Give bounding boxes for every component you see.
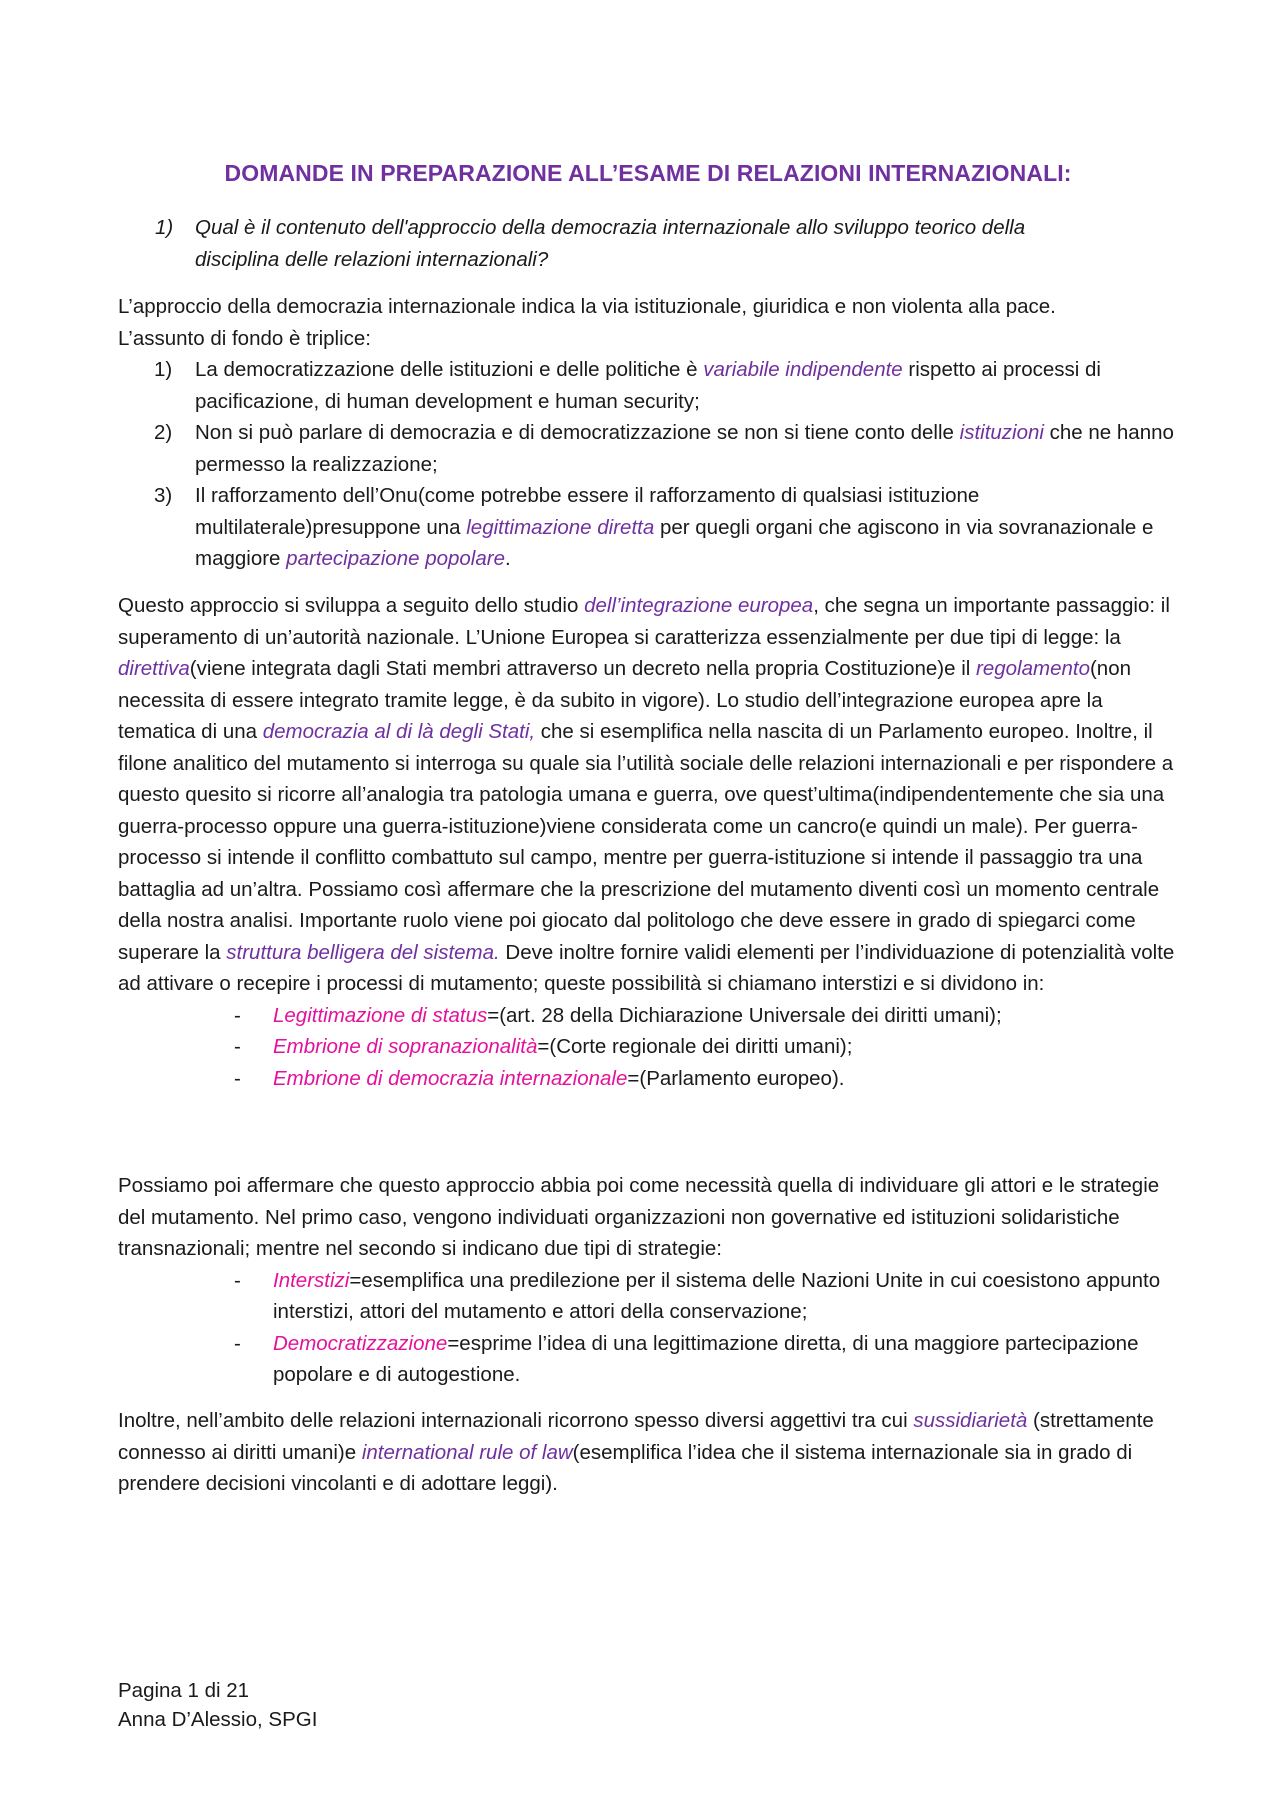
- highlight-term: Interstizi: [273, 1268, 350, 1292]
- highlight-term: democrazia al di là degli Stati,: [262, 720, 536, 743]
- page-footer: [118, 1676, 317, 1734]
- list-text: che ne hanno permesso la realizzazione;: [195, 421, 1174, 476]
- list-number: 1): [154, 358, 173, 381]
- list-item: [118, 417, 1178, 480]
- dash-bullet: -: [234, 1003, 241, 1027]
- paragraph-text: (non necessita di essere integrato tramite legge, è da subito in vigore). Lo studio dell’integrazione europea apre la tematica di una: [118, 657, 1132, 743]
- paragraph-text: (esemplifica l’idea che il sistema internazionale sia in grado di prendere decisioni vincolanti e di adottare leggi).: [118, 1440, 1133, 1495]
- page-title: DOMANDE IN PREPARAZIONE ALL’ESAME DI RELAZIONI INTERNAZIONALI:: [224, 160, 1072, 186]
- highlight-term: Embrione di democrazia internazionale: [273, 1066, 628, 1090]
- list-text: La democratizzazione delle istituzioni e delle politiche è: [195, 358, 704, 381]
- paragraph-text: Possiamo poi affermare che questo approccio abbia poi come necessità quella di individuare gli attori e le strategie del mutamento. Nel primo caso, vengono individuati organizzazioni non governative ed istituzioni solidaristiche transnazionali; mentre nel secondo si indicano due tipi di strategie:: [118, 1174, 1160, 1260]
- highlight-term: dell’integrazione europea: [584, 594, 814, 617]
- paragraph-text: Inoltre, nell’ambito delle relazioni internazionali ricorrono spesso diversi aggettivi tra cui: [118, 1409, 914, 1432]
- list-text: =esprime l’idea di una legittimazione diretta, di una maggiore partecipazione popolare e di autogestione.: [273, 1331, 1139, 1386]
- strategie-list: [118, 1265, 1178, 1391]
- list-item: [118, 354, 1178, 417]
- intro-block: [118, 291, 1178, 575]
- dash-bullet: -: [234, 1268, 241, 1292]
- list-text: =(art. 28 della Dichiarazione Universale dei diritti umani);: [487, 1003, 1002, 1027]
- highlight-term: sussidiarietà: [913, 1409, 1028, 1432]
- paragraph-text: che si esemplifica nella nascita di un Parlamento europeo. Inoltre, il filone analitico del mutamento si interroga su quale sia l’utilità sociale delle relazioni internazionali e per rispondere a questo quesito si ricorre all’analogia tra patologia umana e guerra, ove quest’ultima(indipendentemente che sia una guerra-processo oppure una guerra-istituzione)viene considerata come un cancro(e quindi un male). Per guerra-processo si intende il conflitto combattuto sul campo, mentre per guerra-istituzione si intende il passaggio tra una battaglia ad un’altra. Possiamo così affermare che la prescrizione del mutamento diventi così un momento centrale della nostra analisi. Importante ruolo viene poi giocato dal politologo che deve essere in grado di spiegarci come superare la: [118, 720, 1174, 964]
- highlight-term: international rule of law: [361, 1440, 573, 1464]
- paragraph-2: [118, 1170, 1178, 1391]
- list-item: [118, 1063, 1178, 1095]
- list-text: per quegli organi che agiscono in via sovranazionale e maggiore: [195, 515, 1154, 570]
- list-item: [118, 480, 1178, 575]
- paragraph-text: (strettamente connesso ai diritti umani)e: [118, 1409, 1154, 1464]
- paragraph-text: , che segna un importante passaggio: il superamento di un’autorità nazionale. L’Unione Europea si caratterizza essenzialmente per due tipi di legge: la: [118, 594, 1170, 649]
- question-1: [155, 212, 1115, 275]
- dash-bullet: -: [234, 1331, 241, 1355]
- paragraph-1: [118, 590, 1178, 1094]
- dash-bullet: -: [234, 1035, 241, 1058]
- intro-line-2: L’assunto di fondo è triplice:: [118, 326, 371, 350]
- list-text: Non si può parlare di democrazia e di democratizzazione se non si tiene conto delle: [195, 421, 960, 444]
- paragraph-text: Questo approccio si sviluppa a seguito dello studio: [118, 594, 585, 617]
- highlight-term: istituzioni: [959, 421, 1044, 444]
- list-text: =(Parlamento europeo).: [627, 1066, 845, 1090]
- list-number: 3): [154, 484, 173, 507]
- highlight-term: Embrione di sopranazionalità: [273, 1035, 538, 1058]
- list-text: .: [505, 547, 511, 570]
- list-item: [118, 1031, 1178, 1063]
- intro-line-1: L’approccio della democrazia internazionale indica la via istituzionale, giuridica e non violenta alla pace.: [118, 295, 1056, 318]
- paragraph-text: (viene integrata dagli Stati membri attraverso un decreto nella propria Costituzione)e il: [189, 657, 977, 680]
- list-text: =esemplifica una predilezione per il sistema delle Nazioni Unite in cui coesistono appunto interstizi, attori del mutamento e attori della conservazione;: [273, 1268, 1161, 1323]
- highlight-term: regolamento: [976, 657, 1090, 680]
- highlight-term: Legittimazione di status: [273, 1003, 488, 1027]
- list-text: rispetto ai processi di pacificazione, di human development e human security;: [195, 358, 1101, 413]
- dash-bullet: -: [234, 1066, 241, 1090]
- page-number: Pagina 1 di 21: [118, 1679, 250, 1702]
- author-line: Anna D’Alessio, SPGI: [118, 1708, 318, 1731]
- highlight-term: struttura belligera del sistema.: [226, 940, 500, 964]
- highlight-term: partecipazione popolare: [286, 547, 505, 570]
- interstizi-list: [118, 1000, 1178, 1095]
- question-number: 1): [155, 216, 174, 239]
- highlight-term: Democratizzazione: [273, 1331, 448, 1355]
- assumptions-list: [118, 354, 1178, 575]
- list-number: 2): [154, 421, 173, 444]
- question-text: Qual è il contenuto dell'approccio della democrazia internazionale allo sviluppo teorico della disciplina delle relazioni internazionali?: [195, 216, 1026, 271]
- list-text: Il rafforzamento dell’Onu(come potrebbe essere il rafforzamento di qualsiasi istituzione multilaterale)presuppone una: [195, 484, 980, 539]
- highlight-term: legittimazione diretta: [466, 515, 655, 539]
- list-item: [118, 1000, 1178, 1032]
- list-item: [118, 1328, 1178, 1391]
- list-text: =(Corte regionale dei diritti umani);: [537, 1035, 853, 1058]
- highlight-term: variabile indipendente: [703, 358, 903, 381]
- paragraph-text: Deve inoltre fornire validi elementi per l’individuazione di potenzialità volte ad attivare o recepire i processi di mutamento; queste possibilità si chiamano interstizi e si dividono in:: [118, 940, 1175, 995]
- list-item: [118, 1265, 1178, 1328]
- highlight-term: direttiva: [118, 657, 190, 680]
- paragraph-3: [118, 1405, 1178, 1500]
